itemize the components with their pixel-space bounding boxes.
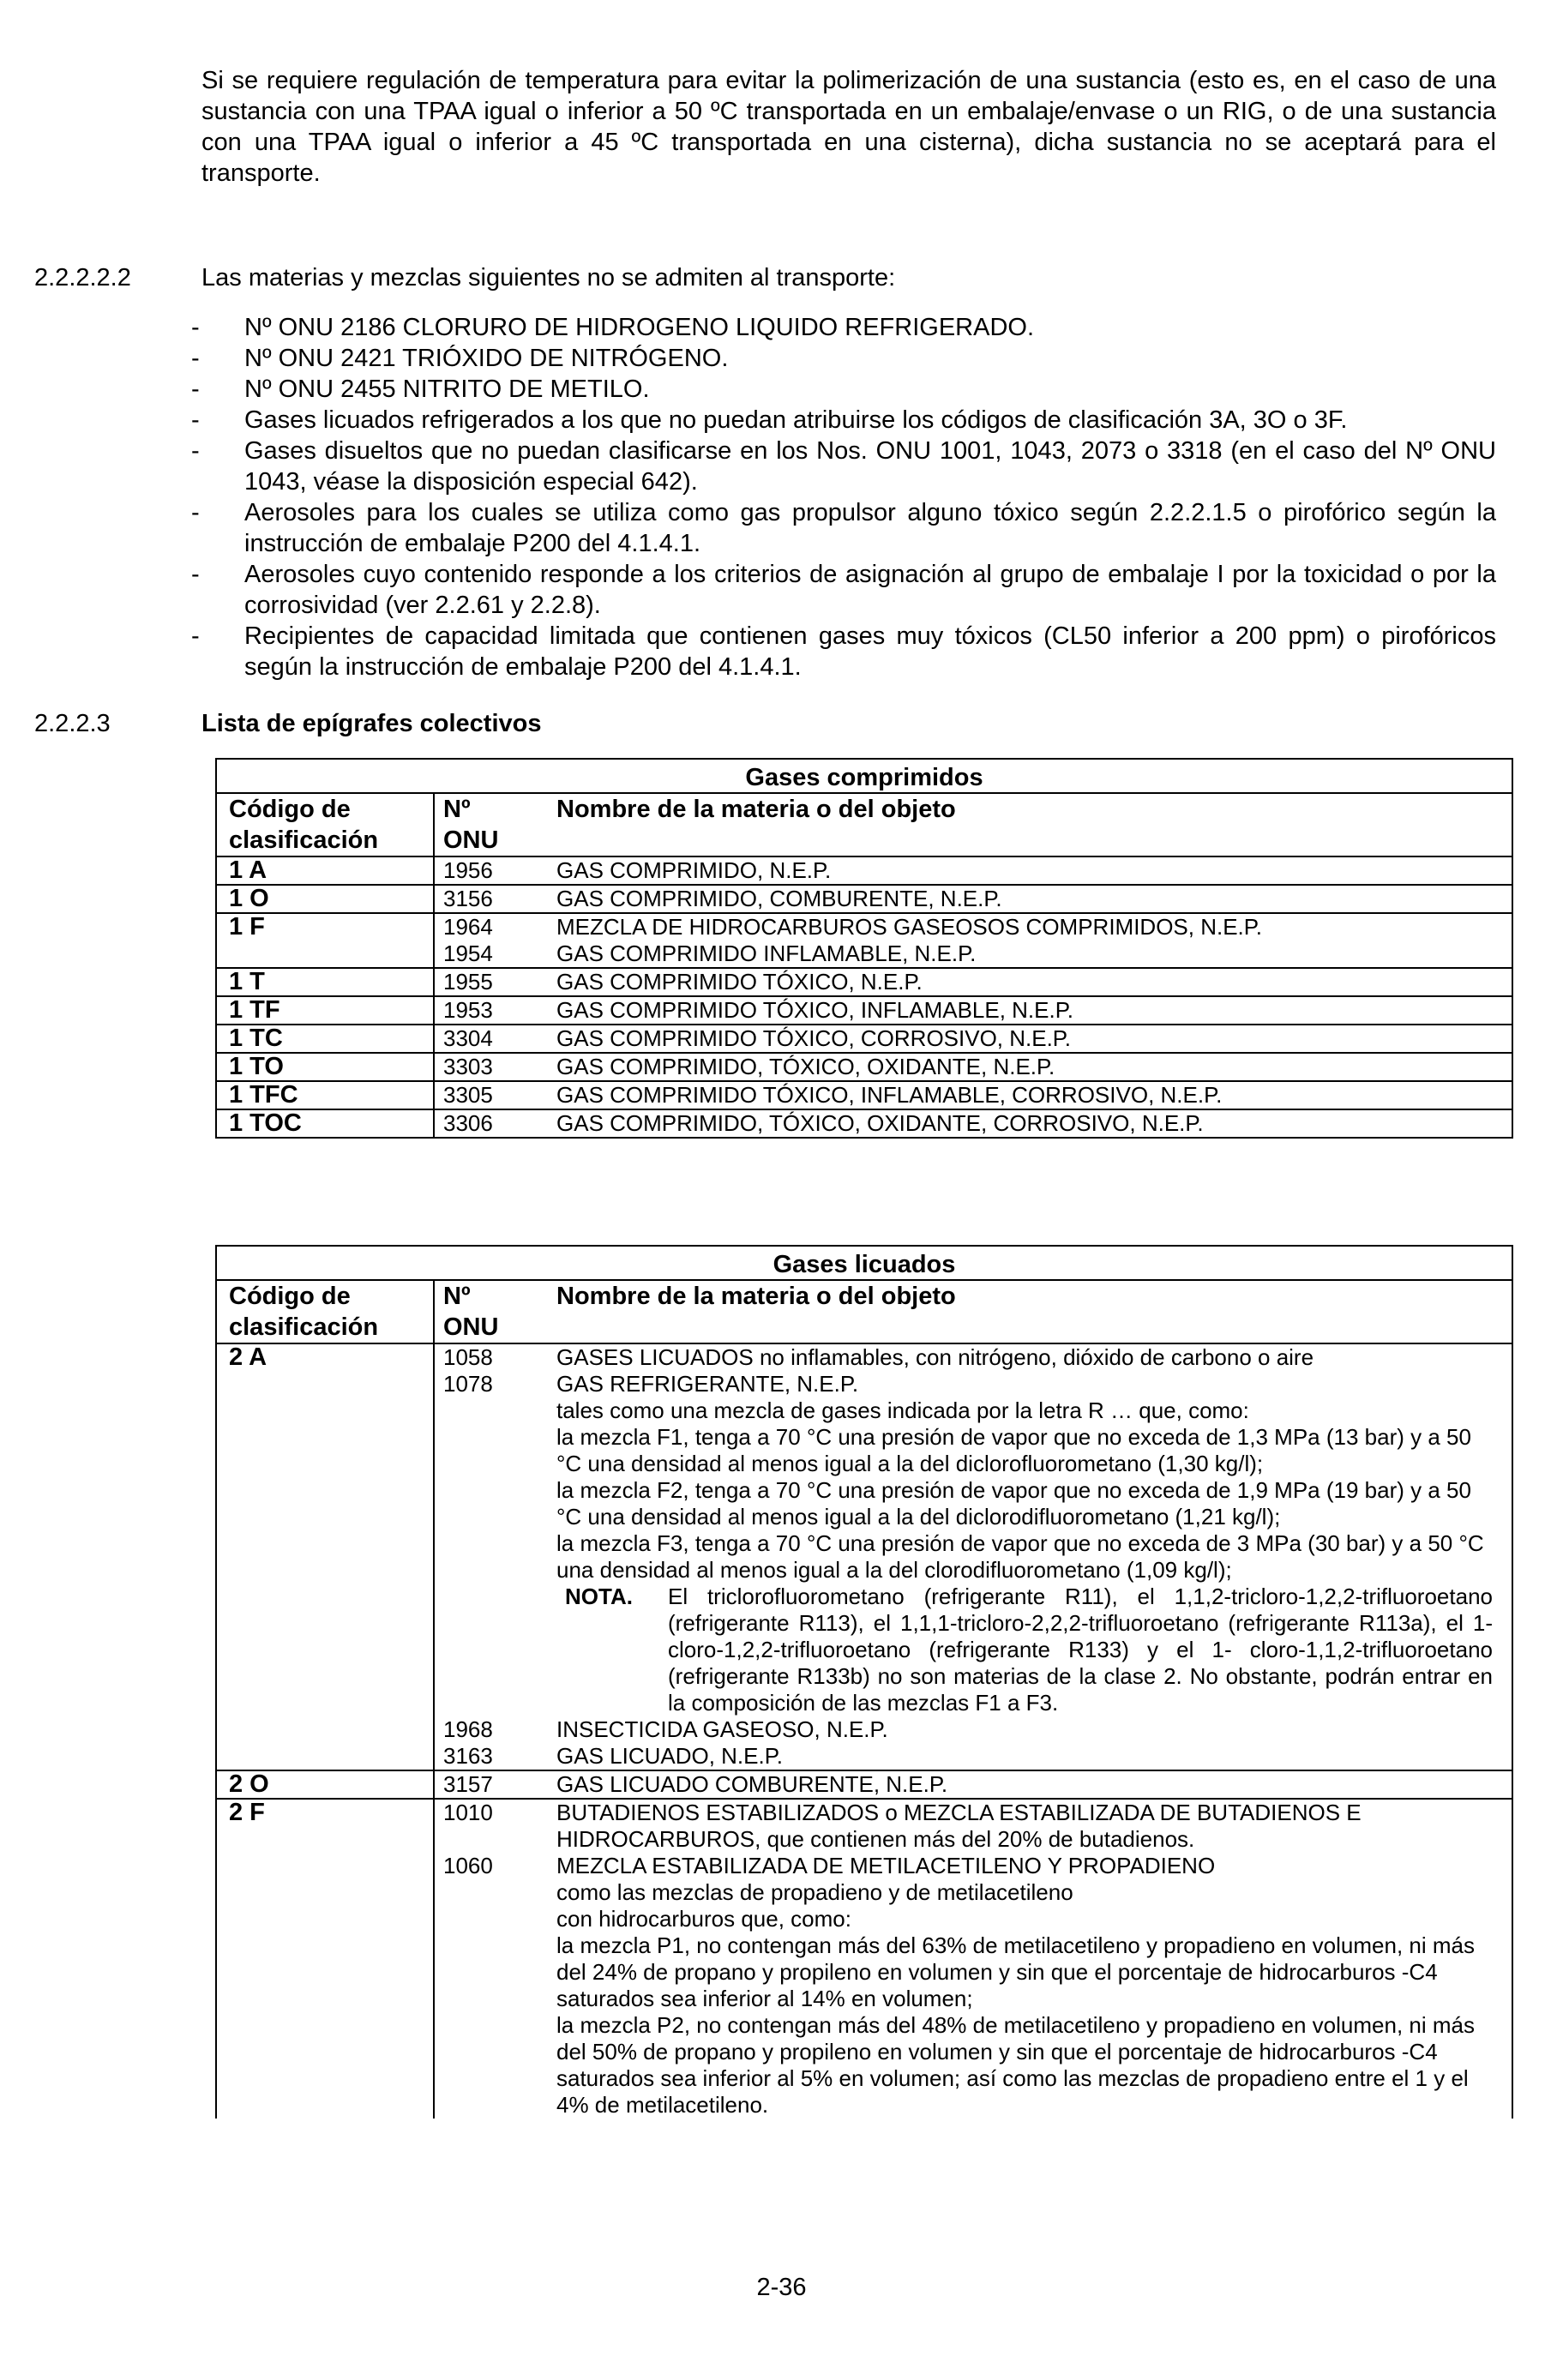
list-item: - Nº ONU 2455 NITRITO DE METILO. bbox=[191, 376, 650, 403]
list-item: - Aerosoles cuyo contenido responde a los criterios de asignación al grupo de embalaje I por la toxicidad o por la corrosividad (ver 2.2.61 y 2.2.8). bbox=[191, 561, 1496, 619]
table-caption: Gases licuados bbox=[216, 1246, 1512, 1280]
list-item: - Gases licuados refrigerados a los que no puedan atribuirse los códigos de clasificación 3A, 3O o 3F. bbox=[191, 406, 1348, 434]
note-text: El triclorofluorometano (refrigerante R11), el 1,1,2-tricloro-1,2,2-trifluoroetano (refrigerante R113), el 1,1,1-tricloro-2,2,2-trifluoroetano (refrigerante R113a), el 1-cloro-1,2,2-trifluoroetano (refrigerante R133) y el 1- cloro-1,1,2-trifluoroetano (refrigerante R133b) no son materias de la clase 2. No obstante, podrán entrar en la composición de las mezclas F1 a F3. bbox=[668, 1584, 1493, 1716]
table-row: 3163 GAS LICUADO, N.E.P. bbox=[216, 1743, 1512, 1770]
table-row: 1954 GAS COMPRIMIDO INFLAMABLE, N.E.P. bbox=[216, 941, 1512, 968]
note-label: NOTA. bbox=[565, 1584, 633, 1609]
table-row: 1060 MEZCLA ESTABILIZADA DE METILACETILENO Y PROPADIENO como las mezclas de propadieno y de metilacetileno con hidrocarburos que, como: la mezcla P1, no contengan más del 63% de metilacetileno y propadieno en volumen, ni más del 24% de propano y propileno en volumen y sin que el porcentaje de hidrocarburos -C4 saturados sea inferior al 14% en volumen; la mezcla P2, no contengan más del 48% de metilacetileno y propadieno en volumen, ni más del 50% de propano y propileno en volumen y sin que el porcentaje de hidrocarburos -C4 saturados sea inferior al 5% en volumen; así como las mezclas de propadieno entre el 1 y el 4% de metilacetileno. bbox=[216, 1853, 1512, 2119]
list-item: - Recipientes de capacidad limitada que contienen gases muy tóxicos (CL50 inferior a 200 ppm) o pirofóricos según la instrucción de embalaje P200 del 4.1.4.1. bbox=[191, 622, 1496, 681]
table-row: 1 TF 1953 GAS COMPRIMIDO TÓXICO, INFLAMABLE, N.E.P. bbox=[216, 996, 1512, 1025]
page-number: 2-36 bbox=[756, 2274, 807, 2301]
section-number-2-2-2-3: 2.2.2.3 bbox=[34, 710, 111, 737]
header-onu: Nº ONU bbox=[434, 793, 544, 856]
table-caption: Gases comprimidos bbox=[216, 759, 1512, 793]
section-title: Lista de epígrafes colectivos bbox=[201, 710, 542, 737]
list-item: - Gases disueltos que no puedan clasificarse en los Nos. ONU 1001, 1043, 2073 o 3318 (en el caso del Nº ONU 1043, véase la disposición especial 642). bbox=[191, 437, 1496, 496]
table-row: 1 TO 3303 GAS COMPRIMIDO, TÓXICO, OXIDANTE, N.E.P. bbox=[216, 1053, 1512, 1081]
intro-paragraph: Si se requiere regulación de temperatura para evitar la polimerización de una sustancia (esto es, en el caso de una sustancia con una TPAA igual o inferior a 50 ºC transportada en un embalaje/envase o un RIG, o de una sustancia con una TPAA igual o inferior a 45 ºC transportada en una cisterna), dicha sustancia no se aceptará para el transporte. bbox=[201, 67, 1496, 187]
header-code: Código de clasificación bbox=[216, 1280, 434, 1343]
list-item: - Aerosoles para los cuales se utiliza como gas propulsor alguno tóxico según 2.2.2.1.5 o pirofórico según la instrucción de embalaje P200 del 4.1.4.1. bbox=[191, 499, 1496, 557]
header-name: Nombre de la materia o del objeto bbox=[544, 1280, 1512, 1343]
liquefied-gases-table bbox=[215, 1245, 1513, 2119]
section-intro-text: Las materias y mezclas siguientes no se admiten al transporte: bbox=[201, 264, 896, 291]
note-block bbox=[556, 1584, 1493, 1716]
table-row: 1 A 1956 GAS COMPRIMIDO, N.E.P. bbox=[216, 856, 1512, 885]
list-item: - Nº ONU 2421 TRIÓXIDO DE NITRÓGENO. bbox=[191, 345, 729, 372]
table-row: 1 TC 3304 GAS COMPRIMIDO TÓXICO, CORROSIVO, N.E.P. bbox=[216, 1025, 1512, 1053]
list-item: - Nº ONU 2186 CLORURO DE HIDROGENO LIQUIDO REFRIGERADO. bbox=[191, 314, 1035, 341]
table-row: 2 O 3157 GAS LICUADO COMBURENTE, N.E.P. bbox=[216, 1770, 1512, 1799]
table-row: 1 TFC 3305 GAS COMPRIMIDO TÓXICO, INFLAMABLE, CORROSIVO, N.E.P. bbox=[216, 1081, 1512, 1109]
excluded-substances-list bbox=[191, 312, 1496, 682]
table-row: 1 TOC 3306 GAS COMPRIMIDO, TÓXICO, OXIDANTE, CORROSIVO, N.E.P. bbox=[216, 1109, 1512, 1138]
table-row: 1 F 1964 MEZCLA DE HIDROCARBUROS GASEOSOS COMPRIMIDOS, N.E.P. bbox=[216, 913, 1512, 941]
table-header-row bbox=[216, 1280, 1512, 1343]
table-row: 1968 INSECTICIDA GASEOSO, N.E.P. bbox=[216, 1716, 1512, 1743]
table-row: 1078 GAS REFRIGERANTE, N.E.P. tales como una mezcla de gases indicada por la letra R … que, como: la mezcla F1, tenga a 70 °C una presión de vapor que no exceda de 1,3 MPa (13 bar) y a 50 °C una densidad al menos igual a la del diclorofluorometano (1,30 kg/l); la mezcla F2, tenga a 70 °C una presión de vapor que no exceda de 1,9 MPa (19 bar) y a 50 °C una densidad al menos igual a la del diclorodifluorometano (1,21 kg/l); la mezcla F3, tenga a 70 °C una presión de vapor que no exceda de 3 MPa (30 bar) y a 50 °C una densidad al menos igual a la del clorodifluorometano (1,09 kg/l); NOTA. El triclorofluorometano (refrigerante R11), el 1,1,2-tricloro-1,2,2-trifluoroetano (refrigerante R113), el 1,1,1-tricloro-2,2,2-trifluoroetano (refrigerante R113a), el 1-cloro-1,2,2-trifluoroetano (refrigerante R133) y el 1- cloro-1,1,2-trifluoroetano (refrigerante R133b) no son materias de la clase 2. No obstante, podrán entrar en la composición de las mezclas F1 a F3. bbox=[216, 1371, 1512, 1716]
header-name: Nombre de la materia o del objeto bbox=[544, 793, 1512, 856]
table-header-row bbox=[216, 793, 1512, 856]
compressed-gases-table bbox=[215, 758, 1513, 1139]
section-number-2-2-2-2-2: 2.2.2.2.2 bbox=[34, 264, 131, 291]
table-row: 2 A 1058 GASES LICUADOS no inflamables, con nitrógeno, dióxido de carbono o aire bbox=[216, 1343, 1512, 1371]
header-code: Código de clasificación bbox=[216, 793, 434, 856]
table-row: 1 O 3156 GAS COMPRIMIDO, COMBURENTE, N.E.P. bbox=[216, 885, 1512, 913]
header-onu: Nº ONU bbox=[434, 1280, 544, 1343]
table-row: 1 T 1955 GAS COMPRIMIDO TÓXICO, N.E.P. bbox=[216, 968, 1512, 996]
table-row: 2 F 1010 BUTADIENOS ESTABILIZADOS o MEZCLA ESTABILIZADA DE BUTADIENOS E HIDROCARBUROS, que contienen más del 20% de butadienos. bbox=[216, 1799, 1512, 1853]
